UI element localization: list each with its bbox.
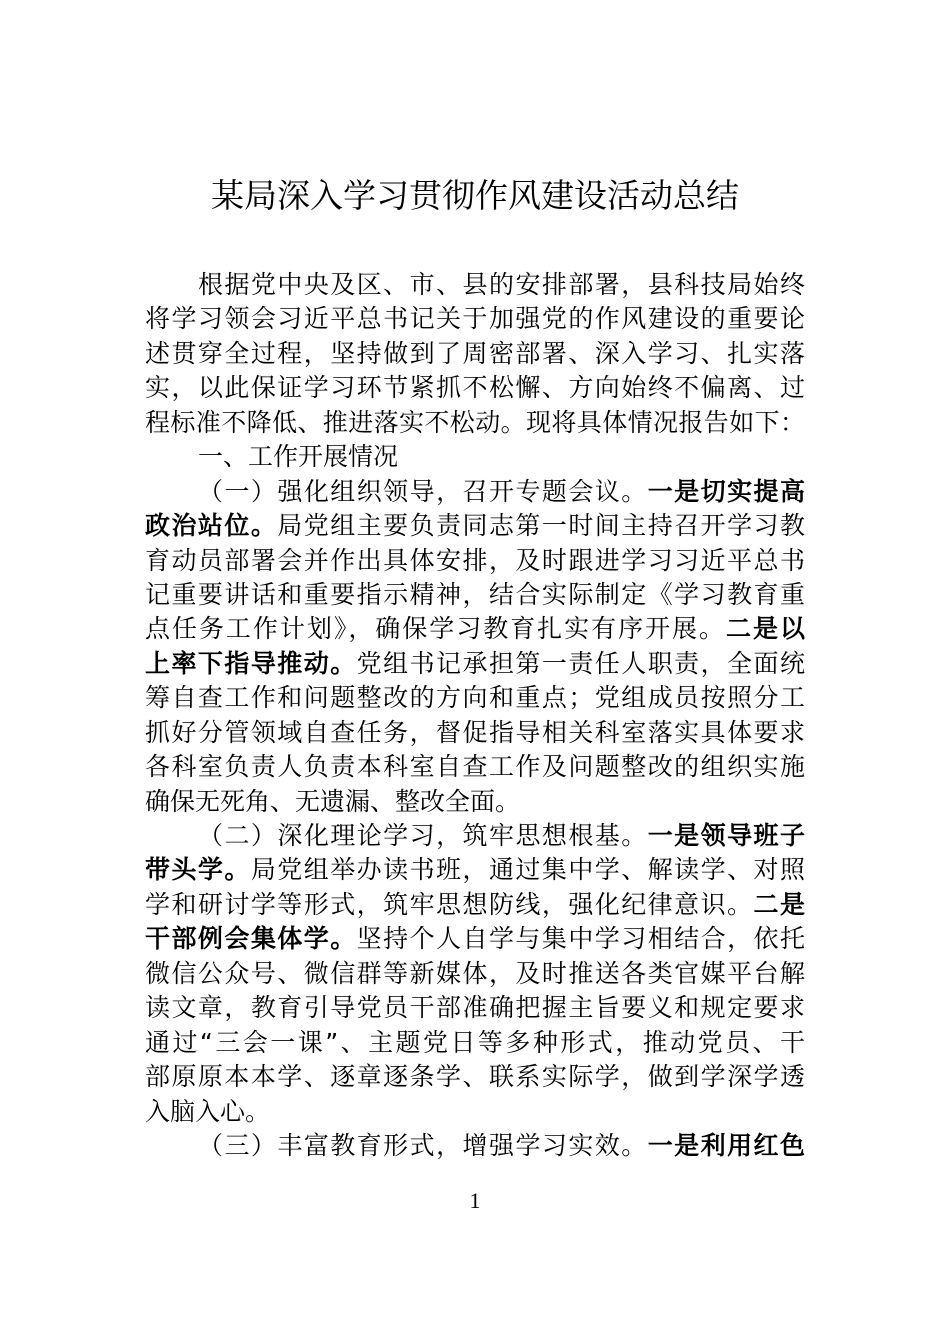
text-run: 点任务工作计划》，确保学习教育扎实有序开展。	[145, 614, 727, 644]
text-line	[145, 716, 805, 750]
text-run: 一、工作开展情况	[198, 442, 399, 472]
bold-text-run: 一是领导班子	[647, 821, 805, 850]
text-run: 根据党中央及区、市、县的安排部署，县科技局始终	[198, 270, 805, 299]
document-body	[145, 268, 805, 1163]
text-line	[145, 440, 805, 474]
page-number: 1	[469, 1188, 481, 1213]
text-line	[145, 750, 805, 784]
text-run: 记重要讲话和重要指示精神，结合实际制定《学习教育重	[145, 579, 805, 609]
text-line	[145, 819, 805, 853]
text-run: 将学习领会习近平总书记关于加强党的作风建设的重要论	[145, 304, 805, 334]
text-run: 确保无死角、无遗漏、整改全面。	[145, 786, 521, 816]
text-line	[145, 1129, 805, 1163]
text-line	[145, 1060, 805, 1094]
text-line	[145, 268, 805, 302]
text-line	[145, 371, 805, 405]
bold-text-run: 政治站位。	[145, 511, 278, 541]
text-run: 局党组举办读书班，通过集中学、解读学、对照	[250, 855, 805, 885]
text-run: （一）强化组织领导，召开专题会议。	[198, 476, 648, 506]
text-line	[145, 1026, 805, 1060]
text-run: （二）深化理论学习，筑牢思想根基。	[198, 821, 648, 850]
text-line	[145, 853, 805, 887]
text-line	[145, 888, 805, 922]
text-run: 党组书记承担第一责任人职责，全面统	[356, 648, 805, 678]
text-line	[145, 957, 805, 991]
text-line	[145, 544, 805, 578]
text-line	[145, 475, 805, 509]
text-line	[145, 578, 805, 612]
text-run: 入脑入心。	[145, 1096, 271, 1126]
text-run: 抓好分管领域自查任务，督促指导相关科室落实具体要求	[145, 717, 805, 747]
text-run: 学和研讨学等形式，筑牢思想防线，强化纪律意识。	[145, 889, 754, 919]
text-line	[145, 337, 805, 371]
text-line	[145, 647, 805, 681]
text-run: 微信公众号、微信群等新媒体，及时推送各类官媒平台解	[145, 958, 805, 988]
bold-text-run: 一是切实提高	[647, 476, 805, 506]
text-run: 部原原本本学、逐章逐条学、联系实际学，做到学深学透	[145, 1062, 805, 1092]
bold-text-run: 二是以	[726, 614, 805, 644]
bold-text-run: 干部例会集体学。	[145, 924, 357, 954]
text-run: 述贯穿全过程，坚持做到了周密部署、深入学习、扎实落	[145, 338, 805, 368]
text-run: 坚持个人自学与集中学习相结合，依托	[356, 924, 805, 954]
text-run: （三）丰富教育形式，增强学习实效。	[198, 1130, 648, 1160]
text-line	[145, 406, 805, 440]
text-run: 育动员部署会并作出具体安排，及时跟进学习习近平总书	[145, 545, 805, 575]
text-line	[145, 509, 805, 543]
text-run: 实，以此保证学习环节紧抓不松懈、方向始终不偏离、过	[145, 373, 805, 403]
text-line	[145, 612, 805, 646]
text-run: 程标准不降低、推进落实不松动。现将具体情况报告如下：	[145, 407, 805, 437]
bold-text-run: 带头学。	[145, 855, 251, 885]
text-line	[145, 785, 805, 819]
bold-text-run: 二是	[753, 889, 805, 919]
text-line	[145, 681, 805, 715]
bold-text-run: 上率下指导推动。	[145, 648, 357, 678]
text-line	[145, 302, 805, 336]
text-line	[145, 991, 805, 1025]
text-line	[145, 922, 805, 956]
text-run: 筹自查工作和问题整改的方向和重点；党组成员按照分工	[145, 683, 805, 713]
document-title: 某局深入学习贯彻作风建设活动总结	[211, 176, 739, 215]
text-run: 局党组主要负责同志第一时间主持召开学习教	[277, 511, 805, 541]
text-line	[145, 1095, 805, 1129]
bold-text-run: 一是利用红色	[647, 1130, 805, 1160]
text-run: 各科室负责人负责本科室自查工作及问题整改的组织实施	[145, 752, 805, 782]
text-run: 通过“三会一课”、主题党日等多种形式，推动党员、干	[145, 1027, 805, 1057]
text-run: 读文章，教育引导党员干部准确把握主旨要义和规定要求	[145, 993, 805, 1023]
